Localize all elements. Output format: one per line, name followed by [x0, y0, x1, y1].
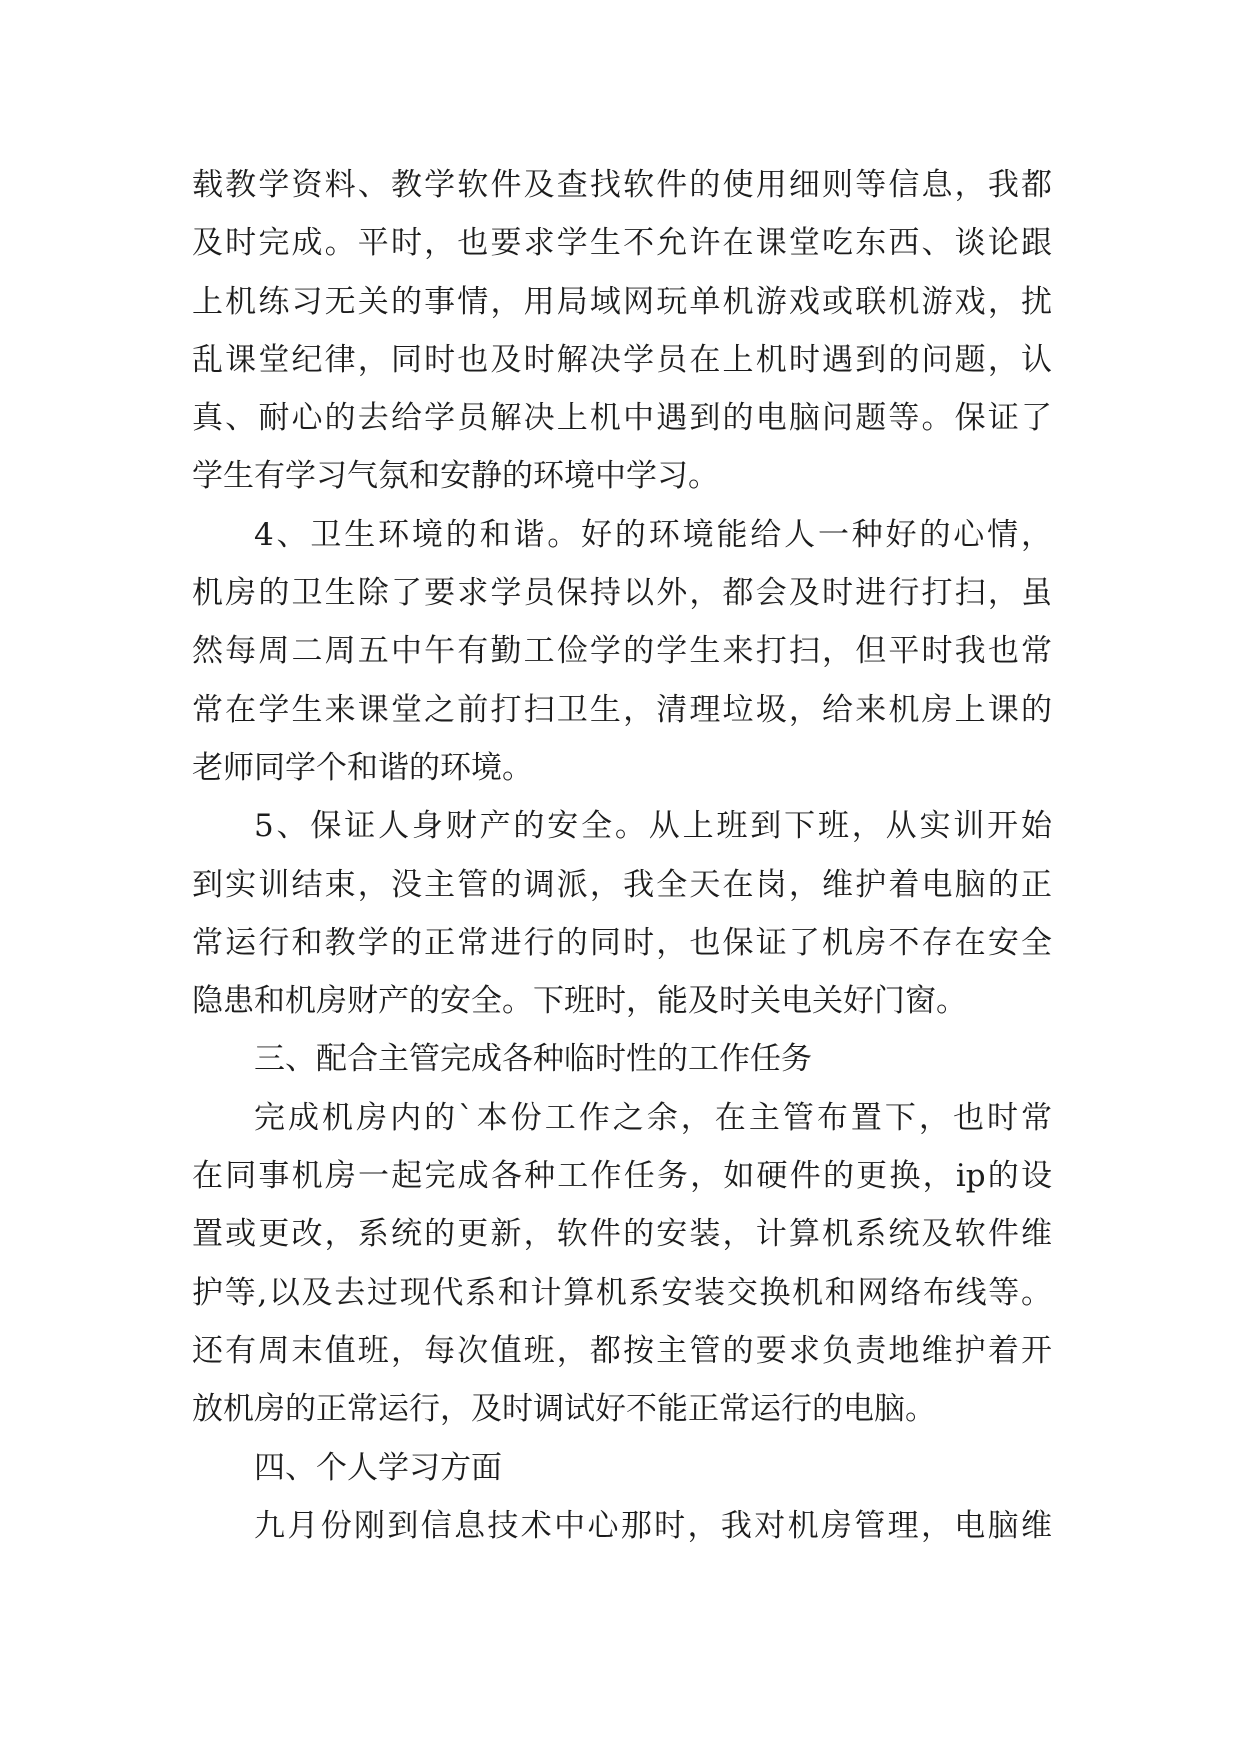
text-line: 四、个人学习方面: [254, 1449, 502, 1486]
text-line: 常在学生来课堂之前打扫卫生，清理垃圾，给来机房上课的: [192, 691, 1052, 728]
text-line: 放机房的正常运行，及时调试好不能正常运行的电脑。: [192, 1391, 936, 1428]
text-line: 4、卫生环境的和谐。好的环境能给人一种好的心情，: [254, 516, 1052, 553]
text-line: 上机练习无关的事情，用局域网玩单机游戏或联机游戏，扰: [192, 283, 1052, 320]
text-line: 及时完成。平时，也要求学生不允许在课堂吃东西、谈论跟: [192, 225, 1052, 262]
text-line: 机房的卫生除了要求学员保持以外，都会及时进行打扫，虽: [192, 575, 1052, 612]
text-line: 5、保证人身财产的安全。从上班到下班，从实训开始: [254, 808, 1052, 845]
text-line: 还有周末值班，每次值班，都按主管的要求负责地维护着开: [192, 1332, 1052, 1369]
text-line: 九月份刚到信息技术中心那时，我对机房管理，电脑维: [254, 1507, 1052, 1544]
text-line: 置或更改，系统的更新，软件的安装，计算机系统及软件维: [192, 1216, 1052, 1253]
text-line: 老师同学个和谐的环境。: [192, 749, 533, 786]
text-line: 到实训结束，没主管的调派，我全天在岗，维护着电脑的正: [192, 866, 1052, 903]
text-line: 学生有学习气氛和安静的环境中学习。: [192, 458, 719, 495]
text-line: 然每周二周五中午有勤工俭学的学生来打扫，但平时我也常: [192, 633, 1052, 670]
text-line: 完成机房内的`本份工作之余，在主管布置下，也时常: [254, 1099, 1052, 1136]
text-line: 在同事机房一起完成各种工作任务，如硬件的更换，ip的设: [192, 1158, 1052, 1195]
text-line: 护等,以及去过现代系和计算机系安装交换机和网络布线等。: [192, 1274, 1052, 1311]
text-line: 真、耐心的去给学员解决上机中遇到的电脑问题等。保证了: [192, 400, 1052, 437]
document-body: [192, 156, 1052, 1555]
text-line: 隐患和机房财产的安全。下班时，能及时关电关好门窗。: [192, 983, 967, 1020]
text-line: 载教学资料、教学软件及查找软件的使用细则等信息，我都: [192, 167, 1052, 203]
text-line: 乱课堂纪律，同时也及时解决学员在上机时遇到的问题，认: [192, 341, 1052, 378]
text-line: 三、配合主管完成各种临时性的工作任务: [254, 1041, 812, 1078]
text-line: 常运行和教学的正常进行的同时，也保证了机房不存在安全: [192, 924, 1052, 961]
